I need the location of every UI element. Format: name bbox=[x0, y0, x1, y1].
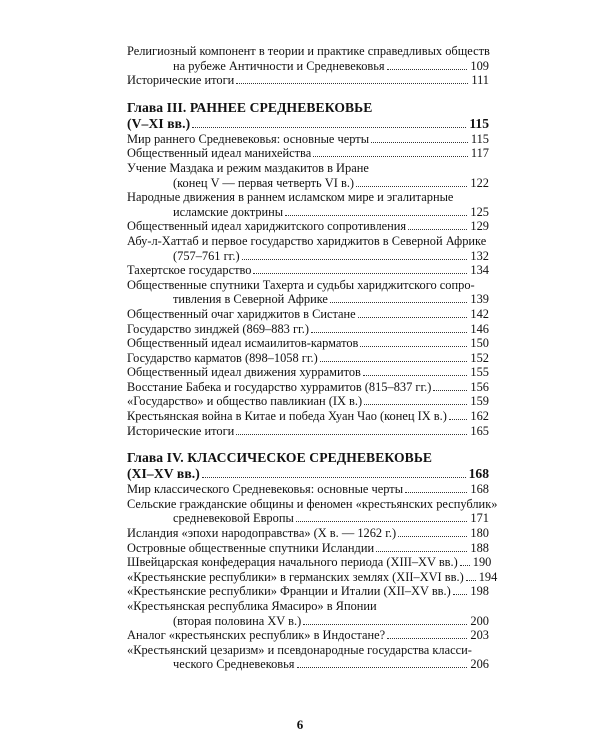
toc-page-number: 171 bbox=[470, 511, 489, 526]
toc-entry bbox=[127, 599, 489, 628]
toc-entry-title: Государство карматов (898–1058 гг.) bbox=[127, 350, 318, 365]
toc-line bbox=[127, 394, 489, 409]
toc-page-number: 190 bbox=[472, 555, 492, 570]
toc-page-number: 122 bbox=[470, 175, 489, 190]
toc-entry bbox=[127, 73, 489, 88]
toc-page-number: 200 bbox=[470, 613, 489, 628]
toc-page-number: 125 bbox=[470, 204, 489, 219]
toc-line bbox=[127, 450, 489, 466]
toc-entry-title: (конец V — первая четверть VI в.) bbox=[173, 175, 355, 190]
toc-entry-title: Общественные спутники Тахерта и судьбы хариджитского сопро- bbox=[127, 277, 475, 292]
toc-entry-title: (V–XI вв.) bbox=[127, 115, 191, 131]
dot-leader bbox=[398, 536, 467, 537]
toc-entry bbox=[127, 541, 489, 556]
toc-line bbox=[127, 628, 489, 643]
toc-line bbox=[127, 205, 489, 220]
toc-entry bbox=[127, 482, 489, 497]
toc-page-number: 194 bbox=[478, 569, 498, 584]
toc-line bbox=[127, 73, 489, 88]
toc-line bbox=[127, 161, 489, 176]
toc-entry-title: Исторические итоги bbox=[127, 73, 235, 88]
toc-line bbox=[127, 322, 489, 337]
toc-entry bbox=[127, 351, 489, 366]
toc-entry bbox=[127, 322, 489, 337]
toc-line bbox=[127, 643, 489, 658]
toc-line bbox=[127, 44, 489, 59]
toc-page-number: 117 bbox=[470, 146, 489, 161]
dot-leader bbox=[405, 492, 467, 493]
toc-entry-title: Тахертское государство bbox=[127, 263, 252, 278]
toc-line bbox=[127, 511, 489, 526]
toc-entry-title: «Крестьянские республики» в германских землях (XII–XVI вв.) bbox=[127, 569, 464, 584]
toc-line bbox=[127, 132, 489, 147]
toc-entry-title: Мир классического Средневековья: основные черты bbox=[127, 482, 404, 497]
toc-line bbox=[127, 176, 489, 191]
toc-entry bbox=[127, 496, 498, 526]
toc-page-number: 159 bbox=[470, 394, 489, 409]
toc-line bbox=[127, 116, 489, 132]
dot-leader bbox=[236, 434, 467, 435]
dot-leader bbox=[466, 580, 476, 581]
toc-entry-title: Швейцарская конфедерация начального периода (XIII–XV вв.) bbox=[127, 555, 458, 570]
toc-entry-title: Общественный идеал движения хуррамитов bbox=[127, 365, 361, 380]
toc-entry-title: Исторические итоги bbox=[127, 423, 235, 438]
toc-entry-title: (вторая половина XV в.) bbox=[173, 613, 302, 628]
toc-line bbox=[127, 365, 489, 380]
toc-entry-title: Абу-л-Хаттаб и первое государство хариджитов в Северной Африке bbox=[127, 233, 487, 248]
page-number: 6 bbox=[296, 717, 304, 732]
dot-leader bbox=[297, 667, 468, 668]
dot-leader bbox=[253, 273, 467, 274]
toc-page-number: 115 bbox=[470, 131, 489, 146]
toc-line bbox=[127, 614, 489, 629]
toc-line bbox=[127, 278, 489, 293]
toc-page-number: 146 bbox=[470, 321, 489, 336]
toc-line bbox=[127, 59, 489, 74]
toc-entry-title: Островные общественные спутники Исландии bbox=[127, 540, 375, 555]
toc-line bbox=[127, 146, 489, 161]
toc-entry-title: средневековой Европы bbox=[173, 511, 294, 526]
toc-line bbox=[127, 336, 489, 351]
toc-entry-title: Глава III. РАННЕЕ СРЕДНЕВЕКОВЬЕ bbox=[127, 99, 373, 115]
toc-entry-title: Исландия «эпохи народоправства» (X в. — 1262 г.) bbox=[127, 526, 397, 541]
toc-entry bbox=[127, 643, 489, 672]
toc-entry-title: тивления в Северной Африке bbox=[173, 292, 328, 307]
toc-entry-title: Общественный идеал манихейства bbox=[127, 146, 312, 161]
toc-entry-title: Учение Маздака и режим маздакитов в Иране bbox=[127, 160, 369, 175]
toc-line bbox=[127, 249, 489, 264]
dot-leader bbox=[387, 638, 467, 639]
dot-leader bbox=[433, 390, 467, 391]
toc-entry bbox=[127, 365, 489, 380]
toc-line bbox=[127, 409, 489, 424]
toc-entry-title: Общественный идеал исмаилитов-карматов bbox=[127, 336, 359, 351]
toc-line bbox=[127, 190, 489, 205]
toc-entry bbox=[127, 278, 489, 307]
toc-line bbox=[127, 292, 489, 307]
toc-line bbox=[127, 496, 498, 512]
dot-leader bbox=[453, 594, 468, 595]
toc-entry bbox=[127, 424, 489, 439]
toc-entry bbox=[127, 307, 489, 322]
dot-leader bbox=[311, 332, 467, 333]
dot-leader bbox=[360, 346, 467, 347]
toc-page-number: 198 bbox=[470, 584, 489, 599]
toc-line bbox=[127, 584, 489, 599]
toc-entry bbox=[127, 161, 489, 190]
toc-entry-title: Народные движения в раннем исламском мире и эгалитарные bbox=[127, 190, 454, 205]
dot-leader bbox=[242, 259, 468, 260]
toc-entry bbox=[127, 409, 489, 424]
table-of-contents bbox=[127, 44, 498, 672]
toc-page-number: 152 bbox=[470, 350, 489, 365]
toc-line bbox=[127, 466, 489, 482]
toc-page-number: 180 bbox=[470, 526, 489, 541]
toc-page-number: 155 bbox=[470, 365, 489, 380]
toc-entry-title: Общественный идеал хариджитского сопротивления bbox=[127, 219, 407, 234]
toc-entry-title: Глава IV. КЛАССИЧЕСКОЕ СРЕДНЕВЕКОВЬЕ bbox=[127, 450, 433, 466]
toc-line bbox=[127, 380, 489, 395]
dot-leader bbox=[296, 521, 468, 522]
toc-page-number: 165 bbox=[470, 423, 489, 438]
toc-line bbox=[127, 526, 489, 541]
dot-leader bbox=[303, 624, 467, 625]
toc-entry bbox=[127, 628, 489, 643]
dot-leader bbox=[364, 404, 467, 405]
toc-entry bbox=[127, 380, 489, 395]
toc-page-number: 168 bbox=[470, 482, 489, 497]
dot-leader bbox=[285, 215, 467, 216]
dot-leader bbox=[408, 229, 467, 230]
toc-entry-title: Сельские гражданские общины и феномен «крестьянских республик» bbox=[127, 496, 498, 511]
toc-page-number: 206 bbox=[470, 657, 489, 672]
toc-entry-title: Религиозный компонент в теории и практике справедливых обществ bbox=[127, 44, 490, 58]
toc-line bbox=[127, 219, 489, 234]
toc-entry bbox=[127, 394, 489, 409]
toc-page-number: 156 bbox=[470, 379, 489, 394]
toc-line bbox=[127, 424, 489, 439]
toc-entry-title: Общественный очаг хариджитов в Систане bbox=[127, 306, 356, 321]
dot-leader bbox=[202, 477, 466, 478]
toc-line bbox=[127, 482, 489, 497]
toc-entry bbox=[127, 569, 498, 585]
toc-entry-title: «Крестьянский цезаризм» и псевдонародные государства класси- bbox=[127, 642, 472, 657]
toc-page-number: 132 bbox=[470, 248, 489, 263]
toc-line bbox=[127, 263, 489, 278]
dot-leader bbox=[358, 317, 468, 318]
toc-line bbox=[127, 599, 489, 614]
dot-leader bbox=[236, 83, 468, 84]
toc-chapter-heading bbox=[127, 100, 489, 132]
toc-page-number: 150 bbox=[470, 336, 489, 351]
dot-leader bbox=[371, 142, 468, 143]
toc-page-number: 188 bbox=[470, 540, 489, 555]
toc-page-number: 203 bbox=[470, 628, 489, 643]
toc-entry bbox=[127, 132, 489, 147]
toc-entry-title: «Крестьянская республика Ямасиро» в Японии bbox=[127, 599, 377, 613]
dot-leader bbox=[376, 551, 467, 552]
toc-page-number: 115 bbox=[469, 115, 489, 131]
dot-leader bbox=[387, 69, 468, 70]
toc-entry bbox=[127, 263, 489, 278]
toc-entry bbox=[127, 555, 492, 570]
toc-line bbox=[127, 541, 489, 556]
dot-leader bbox=[330, 302, 467, 303]
dot-leader bbox=[356, 186, 467, 187]
toc-entry bbox=[127, 526, 489, 541]
dot-leader bbox=[449, 419, 468, 420]
dot-leader bbox=[320, 361, 468, 362]
toc-entry-title: ческого Средневековья bbox=[173, 657, 295, 672]
toc-entry bbox=[127, 219, 489, 234]
toc-entry bbox=[127, 234, 489, 263]
dot-leader bbox=[460, 565, 470, 566]
dot-leader bbox=[192, 127, 466, 128]
toc-entry-title: (757–761 гг.) bbox=[173, 248, 240, 263]
toc-entry-title: Крестьянская война в Китае и победа Хуан Чао (конец IX в.) bbox=[127, 409, 447, 424]
toc-entry bbox=[127, 336, 489, 351]
toc-line bbox=[127, 569, 498, 585]
toc-page-number: 109 bbox=[470, 58, 489, 73]
toc-line bbox=[127, 234, 489, 249]
toc-page-number: 134 bbox=[470, 263, 489, 278]
toc-entry bbox=[127, 44, 489, 73]
toc-entry-title: «Крестьянские республики» Франции и Италии (XII–XV вв.) bbox=[127, 584, 451, 599]
toc-line bbox=[127, 657, 489, 672]
dot-leader bbox=[313, 156, 468, 157]
toc-line bbox=[127, 307, 489, 322]
toc-entry-title: (XI–XV вв.) bbox=[127, 466, 200, 482]
toc-entry-title: Восстание Бабека и государство хуррамитов (815–837 гг.) bbox=[127, 379, 432, 394]
toc-page-number: 162 bbox=[470, 409, 489, 424]
toc-page-number: 142 bbox=[470, 306, 489, 321]
toc-line bbox=[127, 555, 492, 570]
toc-entry bbox=[127, 146, 489, 161]
toc-chapter-heading bbox=[127, 450, 489, 482]
dot-leader bbox=[363, 375, 468, 376]
toc-entry bbox=[127, 190, 489, 219]
toc-page-number: 129 bbox=[470, 219, 489, 234]
toc-entry-title: «Государство» и общество павликиан (IX в.) bbox=[127, 394, 363, 409]
toc-line bbox=[127, 351, 489, 366]
toc-page-number: 139 bbox=[470, 292, 489, 307]
toc-entry-title: Государство зинджей (869–883 гг.) bbox=[127, 321, 309, 336]
toc-entry-title: исламские доктрины bbox=[173, 204, 284, 219]
toc-entry-title: Аналог «крестьянских республик» в Индостане? bbox=[127, 628, 386, 643]
toc-entry-title: на рубеже Античности и Средневековья bbox=[173, 58, 385, 73]
toc-line bbox=[127, 100, 489, 116]
toc-entry bbox=[127, 584, 489, 599]
toc-entry-title: Мир раннего Средневековья: основные черты bbox=[127, 131, 370, 146]
toc-page-number: 168 bbox=[468, 466, 489, 482]
toc-page-number: 111 bbox=[471, 73, 489, 88]
